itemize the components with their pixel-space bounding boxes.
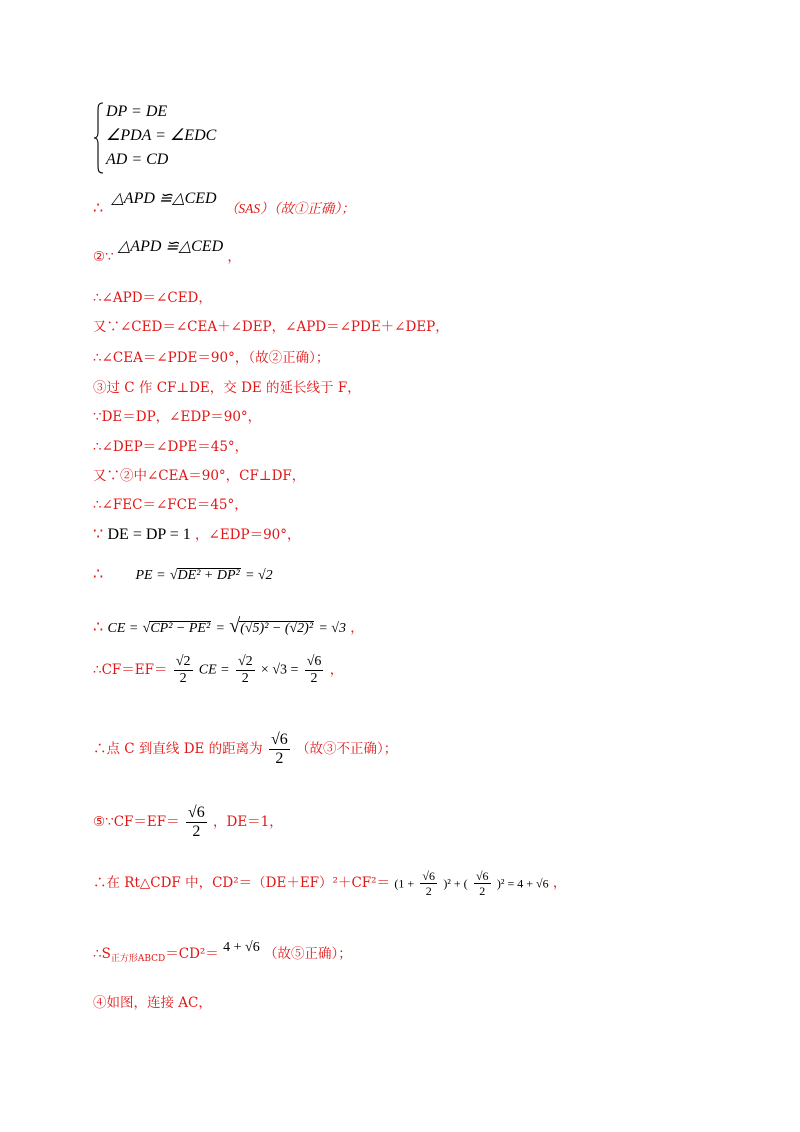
step2-tail: ， bbox=[227, 249, 241, 265]
frac-den: 2 bbox=[192, 823, 201, 840]
frac-den: 2 bbox=[479, 884, 486, 898]
ce-radicand-2: (√5)² − (√2)² bbox=[240, 621, 314, 636]
line-fec-45: ∴∠FEC＝∠FCE＝45°， bbox=[93, 497, 248, 513]
line-distance bbox=[93, 732, 397, 767]
sas-note: （SAS）（故①正确）； bbox=[224, 201, 355, 216]
distance-prefix: ∴点 C 到直线 DE 的距离为 bbox=[93, 740, 263, 757]
pe-radicand: DE² + DP² bbox=[177, 568, 240, 583]
line-step-4: ④如图，连接 AC， bbox=[93, 995, 212, 1011]
frac-num: √6 bbox=[187, 804, 205, 821]
system-eq1: DP = DE bbox=[106, 103, 168, 120]
left-brace bbox=[94, 102, 104, 174]
system-eq3: AD = CD bbox=[106, 151, 169, 168]
line-cf-perp: 又∵②中∠CEA＝90°，CF⊥DF， bbox=[93, 468, 306, 484]
frac-den: 2 bbox=[179, 671, 187, 686]
therefore-symbol: ∴ bbox=[93, 617, 104, 636]
cd-prefix: ∴在 Rt△CDF 中，CD²＝（DE＋EF）²＋CF²＝ bbox=[93, 874, 391, 891]
area-subscript: 正方形ABCD bbox=[110, 954, 166, 964]
line-cf-ef bbox=[93, 655, 343, 686]
therefore-symbol: ∴ bbox=[93, 198, 104, 217]
congruence-expr-2: △APD ≌△CED bbox=[118, 238, 224, 255]
area-mid: ＝CD²＝ bbox=[165, 946, 219, 962]
frac-den: 2 bbox=[241, 671, 249, 686]
ce-tail: ， bbox=[350, 620, 364, 636]
line-step-5 bbox=[93, 805, 283, 840]
frac-den: 2 bbox=[275, 750, 284, 767]
frac-num: √6 bbox=[422, 869, 436, 883]
line-de-dp: ∵DE＝DP，∠EDP＝90°， bbox=[93, 409, 262, 425]
cd-part2: )² + ( bbox=[443, 876, 468, 891]
step5-prefix: ⑤∵CF＝EF＝ bbox=[93, 813, 180, 830]
congruence-expr: △APD ≌△CED bbox=[111, 190, 217, 207]
edp-tail: ，∠EDP＝90°， bbox=[195, 527, 301, 543]
therefore-symbol: ∴ bbox=[93, 564, 104, 583]
cf-ef-tail: ， bbox=[329, 661, 344, 678]
because-symbol: ∵ bbox=[93, 524, 104, 543]
system-eq2: ∠PDA = ∠EDC bbox=[106, 127, 217, 144]
line-angle-sum: 又∵∠CED＝∠CEA＋∠DEP，∠APD＝∠PDE＋∠DEP， bbox=[93, 319, 449, 335]
pe-rhs: = √2 bbox=[245, 568, 273, 583]
ce-eq: = bbox=[215, 621, 225, 636]
cf-ef-prefix: ∴CF＝EF＝ bbox=[93, 661, 168, 678]
cd-part3: )² = 4 + √6 bbox=[496, 876, 549, 891]
line-step-2-start bbox=[93, 238, 241, 265]
ce-lhs: CE = bbox=[107, 621, 139, 636]
ce-rhs: = √3 bbox=[318, 621, 346, 636]
frac-num: √2 bbox=[237, 654, 253, 669]
area-prefix: ∴S bbox=[93, 946, 111, 962]
frac-num: √6 bbox=[306, 654, 322, 669]
frac-num: √6 bbox=[270, 731, 288, 748]
frac-num: √2 bbox=[175, 654, 191, 669]
line-angle-apd: ∴∠APD＝∠CED， bbox=[93, 290, 212, 306]
step5-tail: ，DE＝1， bbox=[213, 813, 283, 830]
cd-part1: (1 + bbox=[394, 876, 415, 891]
ce-radicand-1: CP² − PE² bbox=[150, 621, 211, 636]
line-cea-90: ∴∠CEA＝∠PDE＝90°，（故②正确）； bbox=[93, 350, 330, 366]
line-congruence-1 bbox=[93, 190, 355, 217]
line-de-dp-1 bbox=[93, 526, 301, 543]
cd-tail: ， bbox=[552, 874, 567, 891]
distance-note: （故③不正确）； bbox=[296, 740, 398, 757]
line-pe: ∴ PE = √DE² + DP² = √2 bbox=[93, 564, 273, 583]
frac-den: 2 bbox=[310, 671, 318, 686]
de-dp-expr: DE = DP = 1 bbox=[107, 526, 191, 543]
area-note: （故⑤正确）； bbox=[264, 946, 352, 962]
frac-num: √6 bbox=[475, 869, 489, 883]
frac-den: 2 bbox=[425, 884, 432, 898]
step2-prefix: ②∵ bbox=[93, 249, 114, 265]
line-square-area bbox=[93, 940, 352, 964]
line-dep-45: ∴∠DEP＝∠DPE＝45°， bbox=[93, 439, 249, 455]
line-step-3: ③过 C 作 CF⊥DE，交 DE 的延长线于 F， bbox=[93, 380, 361, 396]
times-root3: × √3 = bbox=[260, 662, 299, 678]
pe-lhs: PE = bbox=[135, 568, 166, 583]
line-ce: ∴ CE = √CP² − PE² = √(√5)² − (√2)² = √3 ， bbox=[93, 615, 364, 637]
area-expr: 4 + √6 bbox=[223, 940, 260, 955]
ce-term: CE = bbox=[198, 662, 230, 678]
line-cd-squared bbox=[93, 870, 566, 897]
